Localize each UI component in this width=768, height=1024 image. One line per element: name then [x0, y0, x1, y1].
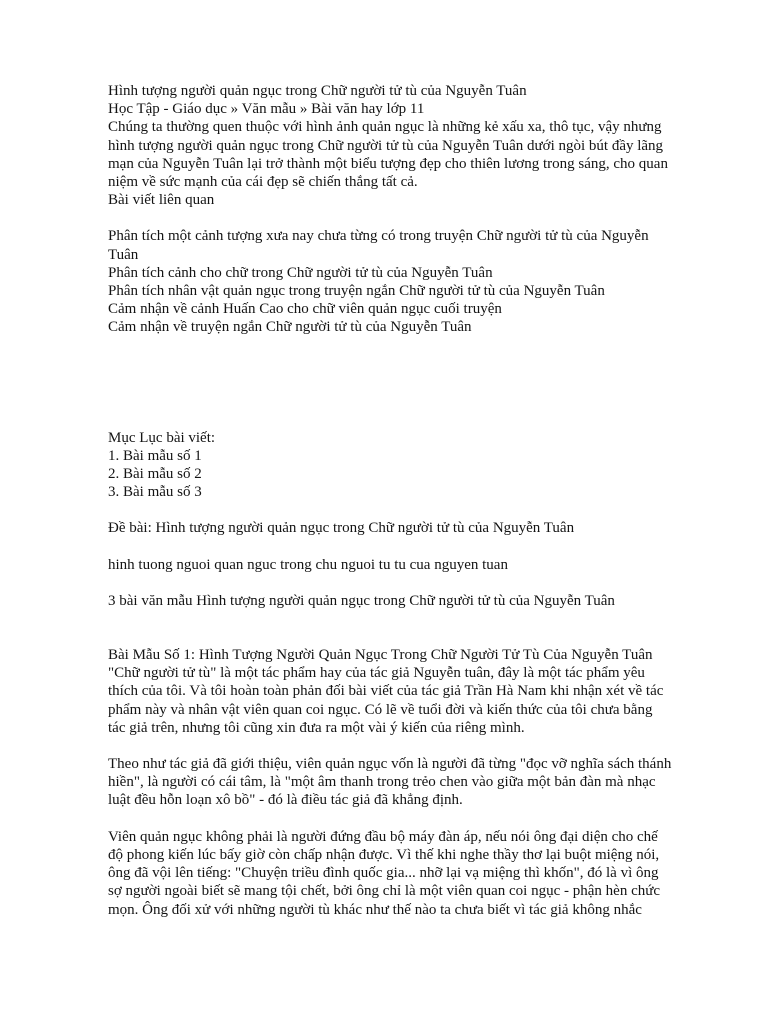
- breadcrumb: Học Tập - Giáo dục » Văn mẫu » Bài văn hay lớp 11: [108, 101, 425, 118]
- essay-paragraph: Theo như tác giả đã giới thiệu, viên quản ngục vốn là người đã từng "đọc vỡ nghĩa sách thánh hiền", là người có cái tâm, là "một âm thanh trong trẻo chen vào giữa một bản đàn mà nhạc luật đều hỗn loạn xô bồ" - đó là điều tác giả đã khẳng định.: [108, 756, 672, 809]
- article-body: [108, 82, 672, 919]
- article-title: Hình tượng người quản ngục trong Chữ người tử tù của Nguyễn Tuân: [108, 83, 527, 99]
- related-heading: Bài viết liên quan: [108, 192, 215, 209]
- toc-item: 1. Bài mẫu số 1: [108, 447, 202, 464]
- related-item: Phân tích cảnh cho chữ trong Chữ người tử tù của Nguyễn Tuân: [108, 264, 493, 281]
- samples-line: 3 bài văn mẫu Hình tượng người quản ngục trong Chữ người tử tù của Nguyễn Tuân: [108, 592, 615, 609]
- toc-item: 3. Bài mẫu số 3: [108, 484, 202, 501]
- essay-title: Bài Mẫu Số 1: Hình Tượng Người Quản Ngục Trong Chữ Người Tử Tù Của Nguyễn Tuân: [108, 647, 653, 664]
- essay-paragraph: Viên quản ngục không phải là người đứng đầu bộ máy đàn áp, nếu nói ông đại diện cho chế độ phong kiến lúc bấy giờ còn chấp nhận được. Vì thế khi nghe thầy thơ lại buột miệng nói, ông đã vội lên tiếng: "Chuyện triều đình quốc gia... nhỡ lại vạ miệng thì khốn", đó là vì ông sợ người ngoài biết sẽ mang tội chết, bởi ông chỉ là một viên quan coi ngục - phận hèn chức mọn. Ông đối xử với những người tù khác như thế nào ta chưa biết vì tác giả không nhắc: [108, 828, 661, 918]
- essay-paragraph: "Chữ người tử tù" là một tác phẩm hay của tác giả Nguyễn tuân, đây là một tác phẩm yêu thích của tôi. Và tôi hoàn toàn phản đối bài viết của tác giả Trần Hà Nam khi nhận xét về tác phẩm này và nhân vật viên quan coi ngục. Có lẽ về tuổi đời và kiến thức của tôi chưa bằng tác giả trên, nhưng tôi cũng xin đưa ra một vài ý kiến của riêng mình.: [108, 665, 664, 736]
- toc-item: 2. Bài mẫu số 2: [108, 466, 202, 483]
- related-item: Phân tích một cảnh tượng xưa nay chưa từng có trong truyện Chữ người tử tù của Nguyễn Tuân: [108, 228, 649, 263]
- keywords-line: hinh tuong nguoi quan nguc trong chu nguoi tu tu cua nguyen tuan: [108, 556, 508, 573]
- related-item: Phân tích nhân vật quản ngục trong truyện ngắn Chữ người tử tù của Nguyễn Tuân: [108, 283, 605, 300]
- related-item: Cảm nhận về cảnh Huấn Cao cho chữ viên quản ngục cuối truyện: [108, 301, 502, 318]
- related-item: Cảm nhận về truyện ngắn Chữ người tử tù của Nguyễn Tuân: [108, 319, 472, 336]
- toc-heading: Mục Lục bài viết:: [108, 429, 216, 446]
- intro-paragraph: Chúng ta thường quen thuộc với hình ảnh quản ngục là những kẻ xấu xa, thô tục, vậy nhưng hình tượng người quản ngục trong Chữ người tử tù của Nguyễn Tuân dưới ngòi bút đầy lãng mạn của Nguyễn Tuân lại trở thành một biểu tượng đẹp cho thiên lương trong sáng, cho quan niệm về sức mạnh của cái đẹp sẽ chiến thắng tất cả.: [108, 119, 668, 191]
- prompt-line: Đề bài: Hình tượng người quản ngục trong Chữ người tử tù của Nguyễn Tuân: [108, 520, 575, 537]
